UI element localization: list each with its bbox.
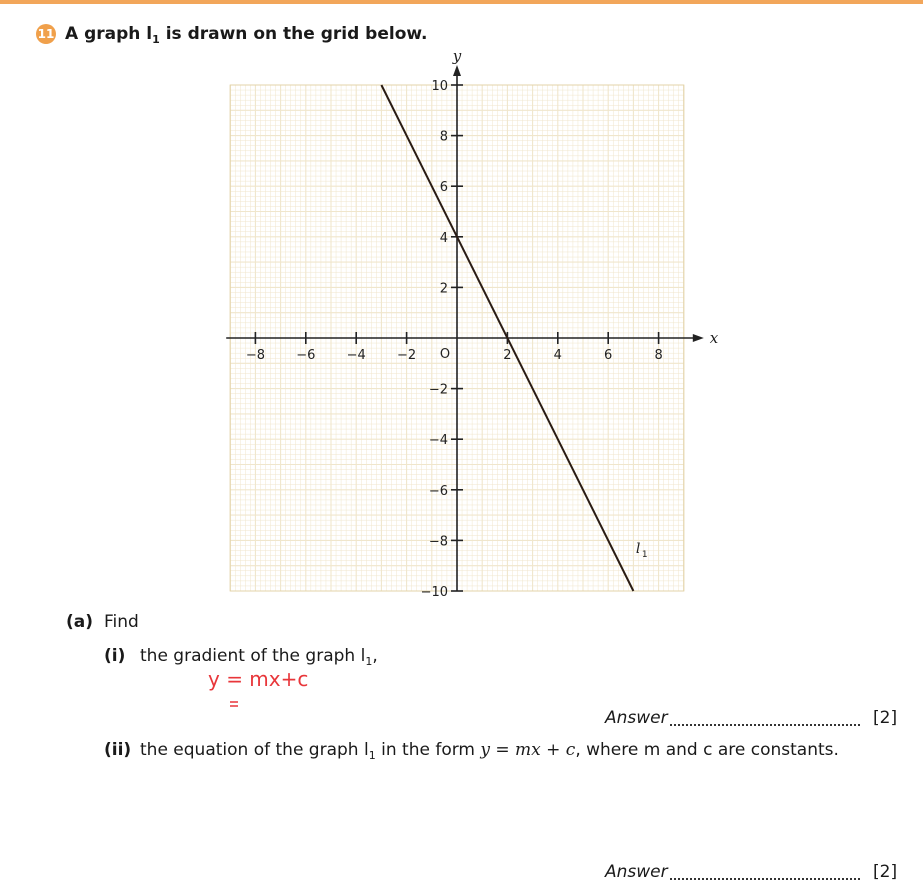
part-i-label: (i) xyxy=(104,646,126,666)
part-a-instruction: Find xyxy=(104,612,139,632)
x-tick-label: 8 xyxy=(654,348,663,363)
y-tick-label: −10 xyxy=(420,585,448,600)
part-ii-label: (ii) xyxy=(104,740,132,760)
answer-1-line[interactable] xyxy=(670,724,860,726)
y-axis-arrow xyxy=(453,65,461,76)
origin-label: O xyxy=(439,347,451,362)
x-tick-label: −6 xyxy=(296,348,316,363)
line-label-l1: l xyxy=(635,541,641,558)
x-tick-label: −4 xyxy=(346,348,366,363)
question-header xyxy=(36,24,427,44)
y-tick-label: −4 xyxy=(428,433,448,449)
line-label-subscript: 1 xyxy=(641,550,648,561)
handwritten-equation: y = mx+c xyxy=(208,667,309,691)
answer-2-label: Answer xyxy=(605,862,668,882)
answer-1-label: Answer xyxy=(605,708,668,728)
coordinate-grid-graph xyxy=(215,47,719,610)
y-tick-label: −6 xyxy=(428,483,448,499)
y-tick-label: 8 xyxy=(439,129,448,145)
part-a-label: (a) xyxy=(66,612,94,632)
y-tick-label: 10 xyxy=(431,79,448,94)
x-tick-label: 6 xyxy=(604,348,613,363)
page-top-border xyxy=(0,0,923,4)
question-line-name: $l_1$ xyxy=(146,24,160,46)
x-axis-label: x xyxy=(709,329,719,347)
x-tick-label: 2 xyxy=(503,348,512,363)
handwritten-note xyxy=(206,664,336,714)
y-tick-label: −8 xyxy=(428,534,448,550)
x-tick-label: −8 xyxy=(245,348,265,363)
part-i-text: the gradient of the graph $l_1$, xyxy=(140,646,378,668)
question-text-prefix: A graph xyxy=(65,24,141,44)
answer-2-marks: [2] xyxy=(873,862,898,882)
x-tick-label: −2 xyxy=(397,348,417,363)
question-number-badge: 11 xyxy=(36,24,56,44)
x-axis-arrow xyxy=(693,334,704,342)
question-text-suffix: is drawn on the grid below. xyxy=(165,24,428,44)
answer-2-line[interactable] xyxy=(670,878,860,880)
x-tick-label: 4 xyxy=(553,348,562,363)
part-ii-text: the equation of the graph $l_1$ in the form y = mx + c, where m and c are constants. xyxy=(140,740,839,762)
y-tick-label: 6 xyxy=(439,180,448,196)
answer-1-marks: [2] xyxy=(873,708,898,728)
y-tick-label: −2 xyxy=(428,382,448,398)
y-tick-label: 4 xyxy=(439,230,448,246)
y-tick-label: 2 xyxy=(439,281,448,297)
y-axis-label: y xyxy=(452,47,462,65)
